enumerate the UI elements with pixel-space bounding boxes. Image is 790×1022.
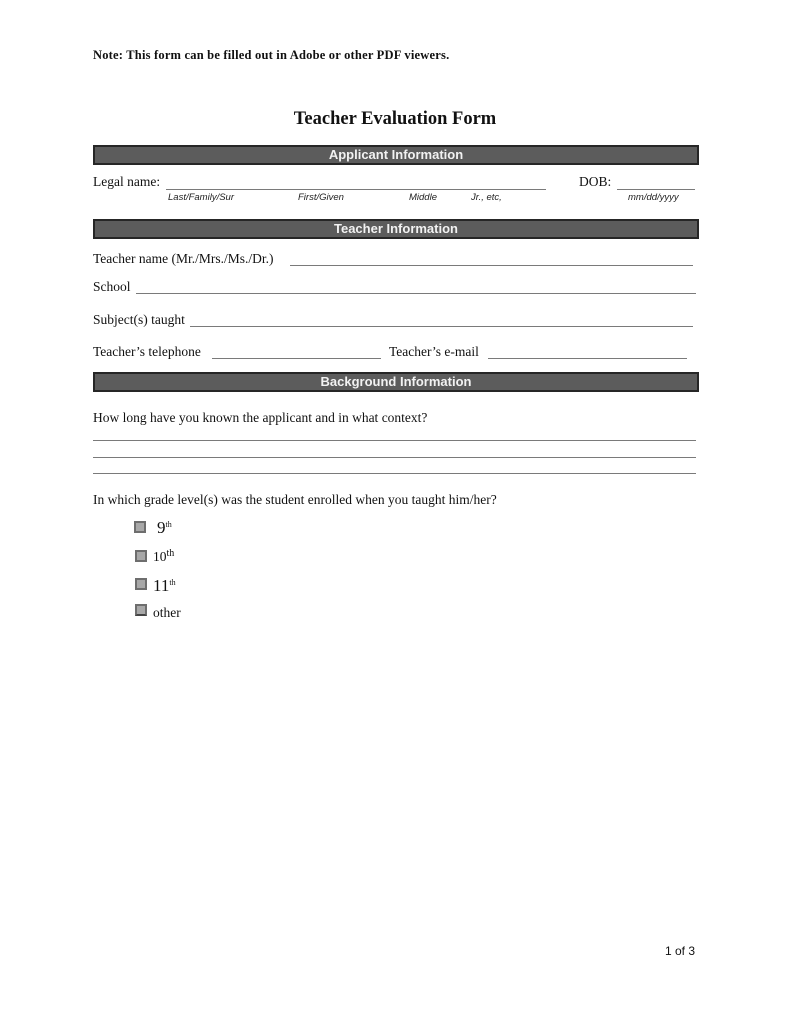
hint-middle-name: Middle	[409, 192, 437, 203]
telephone-label: Teacher’s telephone	[93, 344, 201, 359]
dob-label: DOB:	[579, 174, 612, 189]
email-label: Teacher’s e-mail	[389, 344, 479, 359]
page-title: Teacher Evaluation Form	[293, 109, 497, 129]
legal-name-label: Legal name:	[93, 174, 161, 189]
legal-name-field[interactable]	[166, 189, 546, 190]
checkbox-grade-9[interactable]	[134, 521, 146, 533]
hint-last-name: Last/Family/Sur	[168, 192, 234, 203]
pdf-note: Note: This form can be filled out in Adobe or other PDF viewers.	[93, 48, 450, 62]
label-grade-other: other	[153, 605, 181, 620]
checkbox-grade-other[interactable]	[135, 604, 147, 616]
label-grade-9: 9th	[157, 518, 172, 537]
label-grade-10: 10th	[153, 548, 175, 564]
hint-first-name: First/Given	[298, 192, 344, 203]
telephone-field[interactable]	[212, 358, 381, 359]
page-number: 1 of 3	[664, 944, 695, 958]
answer-line-3[interactable]	[93, 473, 696, 474]
teacher-name-field[interactable]	[290, 265, 693, 266]
teacher-name-label: Teacher name (Mr./Mrs./Ms./Dr.)	[93, 251, 274, 266]
label-grade-11: 11th	[153, 576, 176, 595]
school-field[interactable]	[136, 293, 696, 294]
section-header-applicant: Applicant Information	[93, 145, 699, 165]
checkbox-grade-10[interactable]	[135, 550, 147, 562]
email-field[interactable]	[488, 358, 687, 359]
school-label: School	[93, 279, 131, 294]
checkbox-grade-11[interactable]	[135, 578, 147, 590]
answer-line-2[interactable]	[93, 457, 696, 458]
subjects-field[interactable]	[190, 326, 693, 327]
hint-dob-format: mm/dd/yyyy	[628, 192, 679, 203]
subjects-label: Subject(s) taught	[93, 312, 185, 327]
question-known-applicant: How long have you known the applicant and in what context?	[93, 410, 428, 425]
section-header-teacher: Teacher Information	[93, 219, 699, 239]
answer-line-1[interactable]	[93, 440, 696, 441]
question-grade-level: In which grade level(s) was the student enrolled when you taught him/her?	[93, 492, 497, 507]
dob-field[interactable]	[617, 189, 695, 190]
section-header-background: Background Information	[93, 372, 699, 392]
hint-suffix: Jr., etc,	[471, 192, 502, 203]
